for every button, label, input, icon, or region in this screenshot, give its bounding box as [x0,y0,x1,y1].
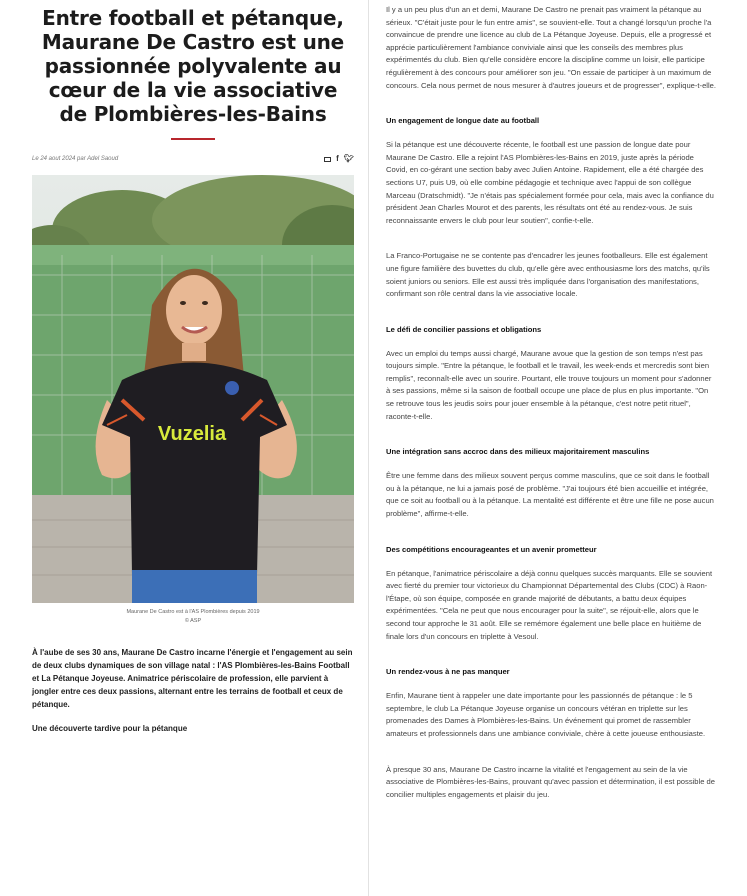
facebook-icon[interactable]: f [336,154,339,163]
shirt-brand: Vuzelia [157,423,227,445]
section-heading: Des compétitions encourageantes et un avenir prometteur [386,544,597,554]
mail-icon[interactable] [324,157,331,162]
share-icons [324,155,354,163]
section-heading: Une découverte tardive pour la pétanque [32,724,188,733]
section-heading: Une intégration sans accroc dans des milieux majoritairement masculins [386,447,650,457]
left-column [32,0,354,733]
paragraph: En pétanque, l'animatrice périscolaire a déjà connu quelques succès marquants. Elle se souvient avec fierté du premier tour victorieux du Championnat Départemental des Clubs (CDC) à Raon-l'Étape, où son équipe, composée en grande majorité de débutants, a battu deux équipes expérimentées. "Cela ne peut que nous encourager pour la suite", se réjouit-elle, alors que le second tour approche le 31 août. Elle se remémore également une belle place en huitième de finale lors d'un concours en triplette à Vesoul. [386,568,713,641]
right-column [386,4,716,801]
paragraph: Avec un emploi du temps aussi chargé, Maurane avoue que la gestion de son temps n'est pas toujours simple. "Entre la pétanque, le football et le travail, les week-ends et mercredis sont bien remplis", reconnaît-elle avec un sourire. Pourtant, elle trouve toujours un moment pour s'adonner à ses passions, même si la saison de football occupe une place de plus en plus importante. "On se retrouve tous les jeudis soirs pour jouer ensemble à la pétanque, c'est notre petit rituel", raconte-t-elle. [386,348,712,421]
section-heading: Un engagement de longue date au football [386,116,540,126]
paragraph: Si la pétanque est une découverte récente, le football est une passion de longue date pour Maurane De Castro. Elle a rejoint l'AS Plombières-les-Bains en 2019, juste après la période Covid, en co-gérant une section baby avec Julien Antoine. Rapidement, elle a été chargée des sections U7, puis U9, où elle combine pédagogie et technique avec l'appui de son collègue Marceau (Dratschmidt). "Je n'étais pas spécialement formée pour cela, mais avec la confiance du président Jean Charles Mourot et des parents, les résultats ont été au rendez-vous. Je suis reconnaissante envers le club pour leur soutien", confie-t-elle. [386,140,714,225]
article-photo [32,175,354,603]
paragraph: À presque 30 ans, Maurane De Castro incarne la vitalité et l'engagement au sein de la vie associative de Plombières-les-Bains, prouvant qu'avec passion et détermination, il est possible de concilier multiples engagements et plaisir du jeu. [386,764,716,799]
photo-credit: © ASP [184,618,202,624]
title-rule [171,138,215,140]
section-heading: Un rendez-vous à ne pas manquer [386,667,510,677]
caption-text: Maurane De Castro est à l'AS Plombières depuis 2019 [126,609,260,615]
article-lead: À l'aube de ses 30 ans, Maurane De Castro incarne l'énergie et l'engagement au sein de deux clubs dynamiques de son village natal : l'AS Plombières-les-Bains Football et La Pétanque Joyeuse. Animatrice périscolaire de profession, elle parvient à jongler entre ces deux passions, alternant entre les terrains de football et ceux de pétanque. [32,648,353,709]
section-heading: Le défi de concilier passions et obligations [386,324,542,334]
meta-row [32,155,354,163]
column-divider [368,0,369,896]
photo-illustration [32,175,354,603]
twitter-icon[interactable]: 🐦︎ [343,154,354,163]
paragraph: Enfin, Maurane tient à rappeler une date importante pour les passionnés de pétanque : le 5 septembre, le club La Pétanque Joyeuse organise un concours vétéran en triplette sur les promenades des Dames à Plombières-les-Bains. Un événement qui promet de rassembler amateurs et professionnels dans une ambiance conviviale, chère à cette joueuse enthousiaste. [386,691,706,738]
paragraph: Être une femme dans des milieux souvent perçus comme masculins, que ce soit dans le football ou à la pétanque, ne lui a jamais posé de problème. "J'ai toujours été bien accueillie et intégrée, que ce soit au football ou à la pétanque. La mentalité est différente et être une fille ne pose aucun problème", affirme-t-elle. [386,471,714,519]
paragraph: La Franco-Portugaise ne se contente pas d'encadrer les jeunes footballeurs. Elle est également une figure familière des buvettes du club, qu'elle gère avec enthousiasme lors des matchs, qu'ils soient juniors ou seniors. Elle est aussi très impliquée dans l'organisation des manifestations, confirmant son rôle central dans la vie associative locale. [386,251,710,299]
paragraph: Il y a un peu plus d'un an et demi, Maurane De Castro ne prenait pas vraiment la pétanque au sérieux. "C'était juste pour le fun entre amis", se souvient-elle. Tout a changé lorsqu'un proche l'a convaincue de prendre une licence au club de La Pétanque Joyeuse. Depuis, elle a progressé et apprécie particulièrement l'ambiance conviviale ainsi que les conseils des membres plus expérimentés du club. Bien qu'elle considère encore la discipline comme un loisir, elle participe régulièrement à des concours pour améliorer son jeu. "On essaie de participer à un maximum de concours. Cela nous permet de nous mesurer à d'autres joueurs et de progresser", explique-t-elle. [386,5,717,90]
article-title: Entre football et pétanque, Maurane De Castro est une passionnée polyvalente au cœur de la vie associative de Plombières-les-Bains [41,6,345,126]
photo-caption [32,608,354,626]
article-byline: Le 24 aout 2024 par Adel Saoud [32,156,119,162]
